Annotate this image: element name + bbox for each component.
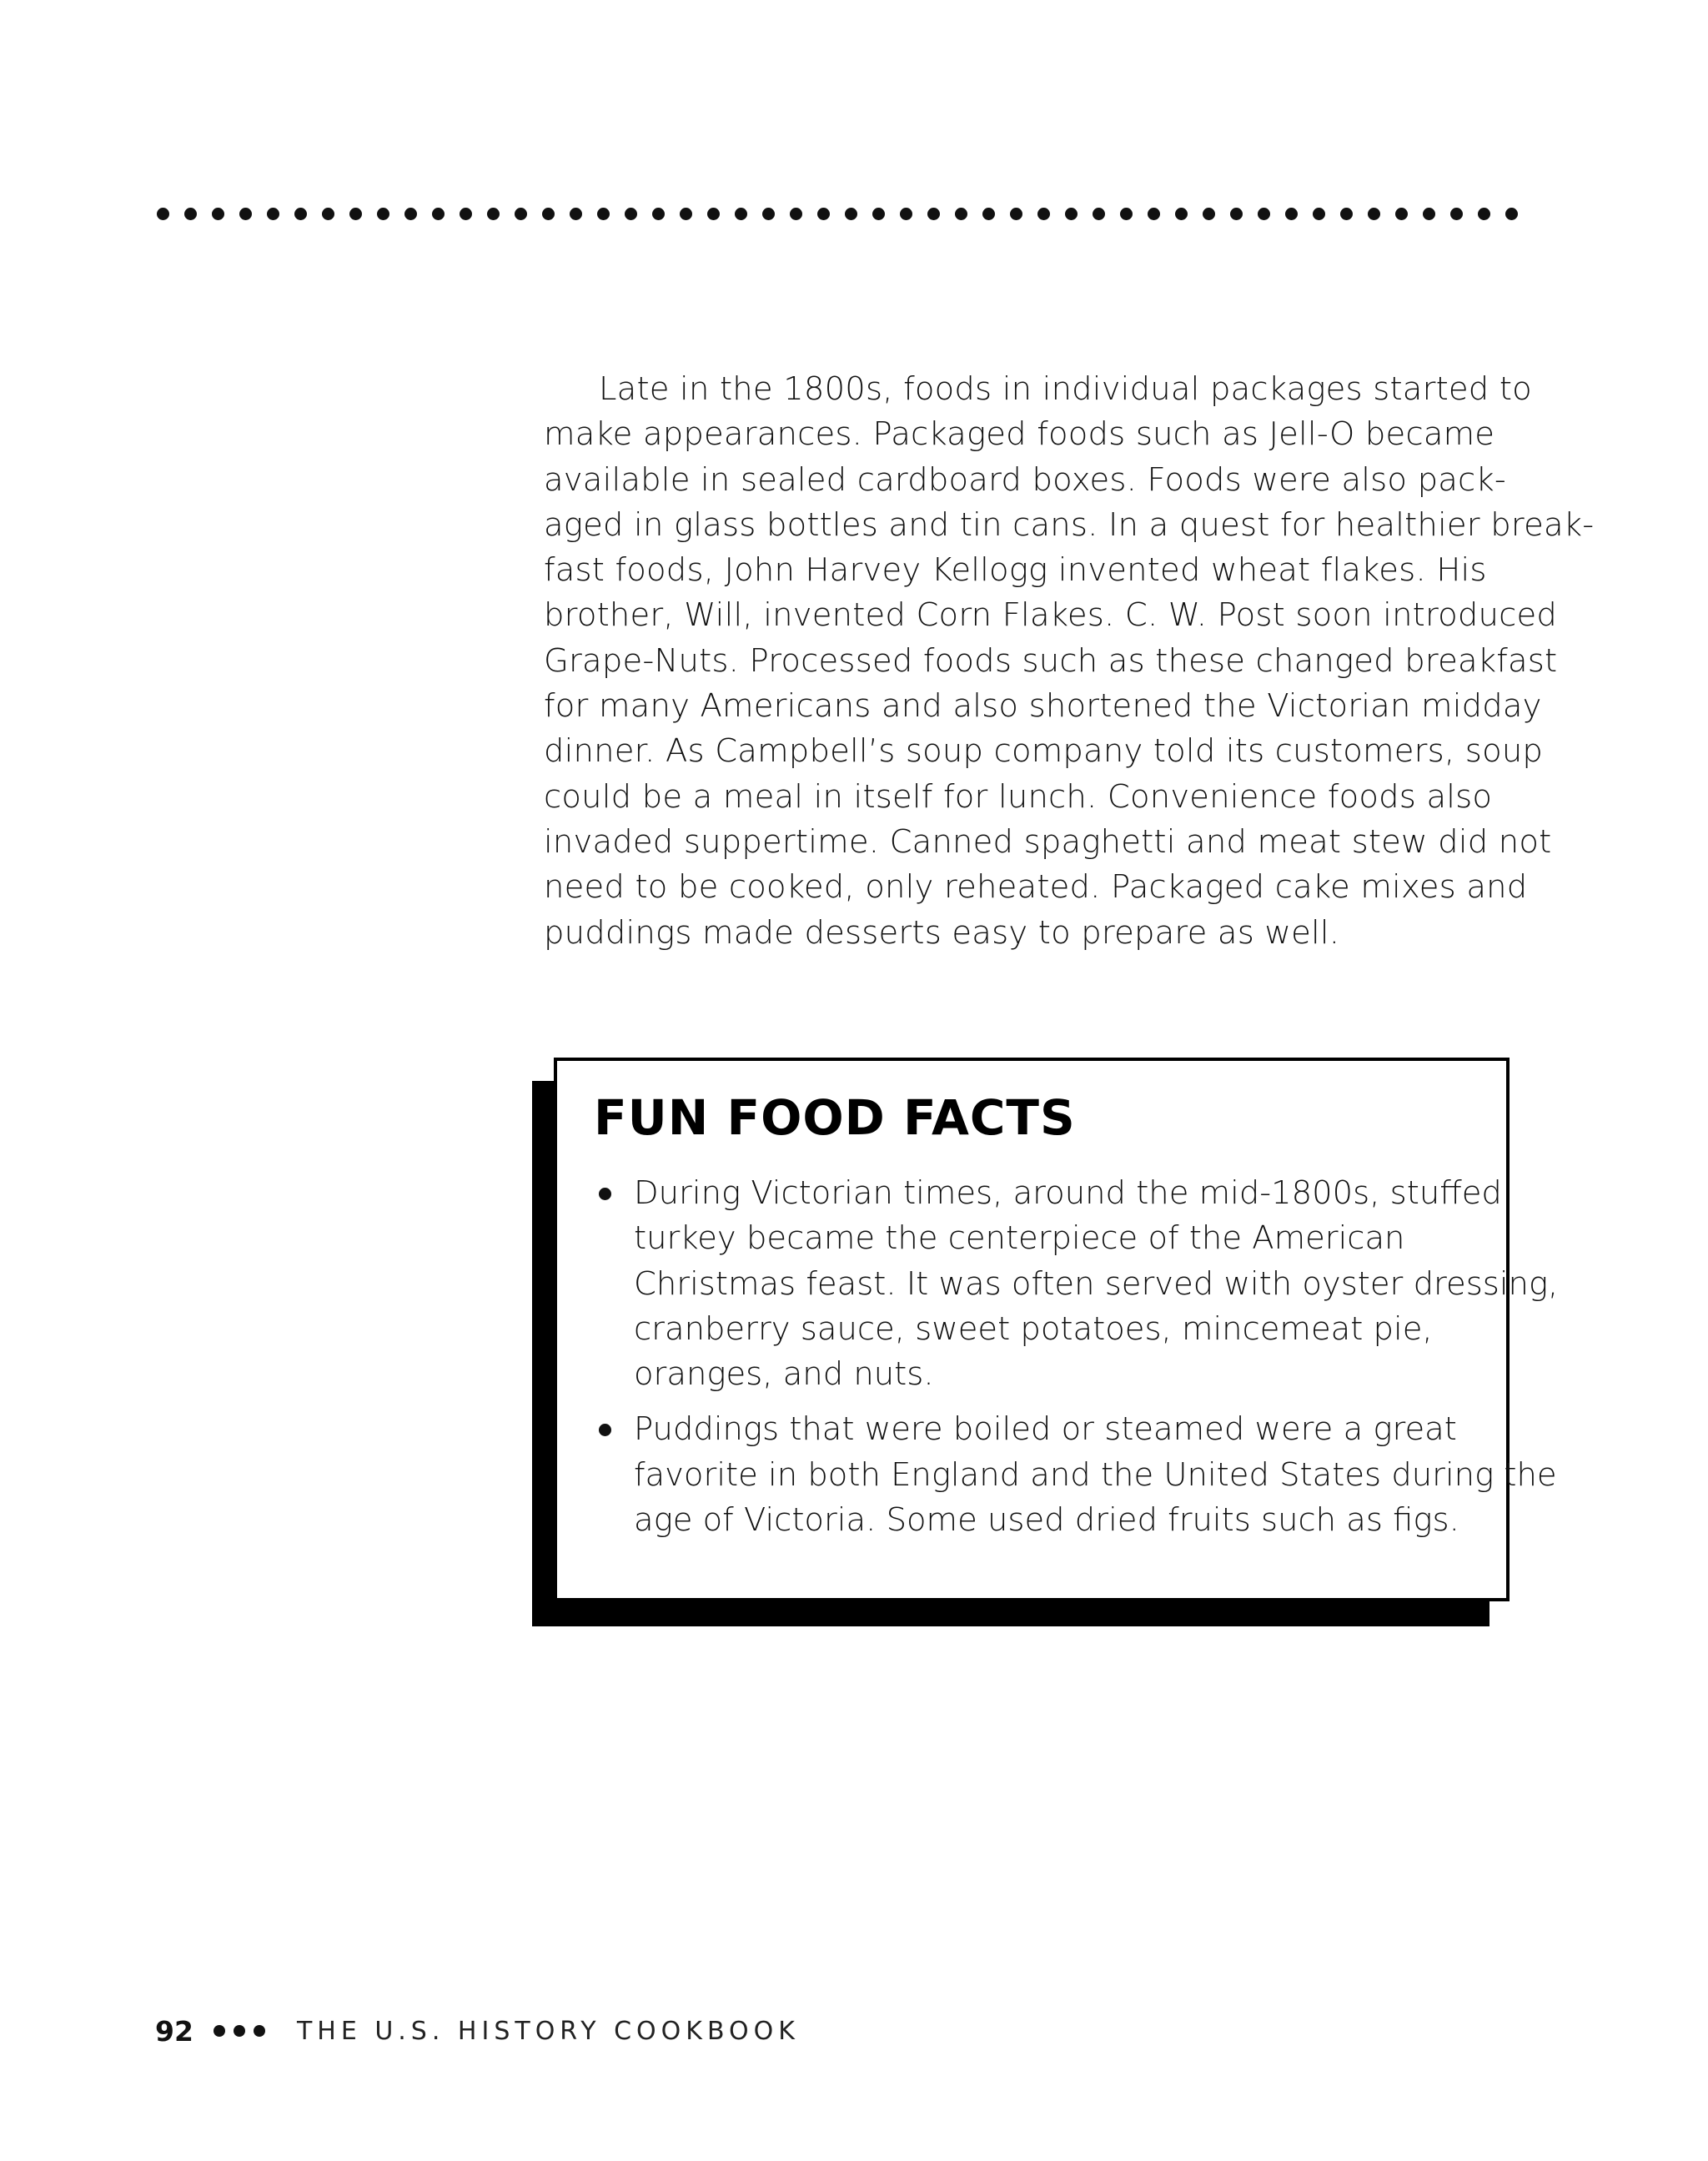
rule-dot <box>817 208 830 220</box>
rule-dot <box>212 208 224 220</box>
rule-dot <box>515 208 527 220</box>
rule-dot <box>542 208 555 220</box>
fact-line: cranberry sauce, sweet potatoes, mincemeat pie, <box>634 1309 1433 1348</box>
rule-dot <box>377 208 389 220</box>
fact-line: During Victorian times, around the mid-1800s, stuffed <box>634 1174 1502 1212</box>
paragraph-line: available in sealed cardboard boxes. Foods were also pack- <box>544 460 1506 499</box>
rule-dot <box>900 208 912 220</box>
rule-dot <box>349 208 362 220</box>
body-paragraph <box>544 367 1595 956</box>
fact-line: turkey became the centerpiece of the American <box>634 1219 1405 1258</box>
rule-dot <box>1037 208 1050 220</box>
rule-dot <box>1395 208 1408 220</box>
paragraph-line: Grape-Nuts. Processed foods such as these changed breakfast <box>544 641 1558 680</box>
paragraph-line: aged in glass bottles and tin cans. In a quest for healthier break- <box>544 505 1595 544</box>
rule-dot <box>1230 208 1243 220</box>
fact-list <box>557 1171 1558 1553</box>
rule-dot <box>790 208 802 220</box>
footer-dot <box>234 2025 245 2037</box>
rule-dot <box>184 208 197 220</box>
paragraph-line: Late in the 1800s, foods in individual packages started to <box>599 370 1532 408</box>
footer-dot <box>214 2025 225 2037</box>
fun-food-facts-box <box>554 1058 1559 1601</box>
rule-dot <box>432 208 445 220</box>
rule-dot <box>1148 208 1160 220</box>
fact-line: favorite in both England and the United States during the <box>634 1455 1557 1494</box>
rule-dot <box>1423 208 1435 220</box>
rule-dot <box>1203 208 1215 220</box>
rule-dot <box>460 208 472 220</box>
paragraph-line: dinner. As Campbell’s soup company told its customers, soup <box>544 732 1544 771</box>
rule-dot <box>707 208 720 220</box>
rule-dot <box>1450 208 1463 220</box>
rule-dot <box>1478 208 1490 220</box>
fact-line: oranges, and nuts. <box>634 1355 934 1394</box>
page-number: 92 <box>155 2014 193 2048</box>
paragraph-line: invaded suppertime. Canned spaghetti and meat stew did not <box>544 822 1552 861</box>
rule-dot <box>157 208 169 220</box>
rule-dot <box>1258 208 1270 220</box>
rule-dot <box>652 208 665 220</box>
rule-dot <box>1010 208 1022 220</box>
rule-dot <box>1065 208 1078 220</box>
rule-dot <box>1340 208 1353 220</box>
paragraph-line: fast foods, John Harvey Kellogg invented wheat flakes. His <box>544 551 1487 590</box>
rule-dot <box>982 208 995 220</box>
rule-dot <box>1093 208 1105 220</box>
bullet-icon <box>599 1188 611 1200</box>
rule-dot <box>845 208 857 220</box>
rule-dot <box>927 208 940 220</box>
dotted-rule <box>157 206 1518 221</box>
rule-dot <box>1505 208 1518 220</box>
rule-dot <box>267 208 279 220</box>
fact-line: age of Victoria. Some used dried fruits such as figs. <box>634 1501 1459 1540</box>
paragraph-line: puddings made desserts easy to prepare as well. <box>544 913 1340 952</box>
rule-dot <box>1120 208 1133 220</box>
fact-line: Puddings that were boiled or steamed were a great <box>634 1410 1457 1449</box>
rule-dot <box>294 208 307 220</box>
rule-dot <box>1368 208 1380 220</box>
rule-dot <box>322 208 334 220</box>
footer-dots <box>214 2025 274 2037</box>
paragraph-line: could be a meal in itself for lunch. Convenience foods also <box>544 777 1493 816</box>
rule-dot <box>1175 208 1188 220</box>
rule-dot <box>955 208 967 220</box>
paragraph-line: for many Americans and also shortened the Victorian midday <box>544 687 1542 726</box>
paragraph-line: make appearances. Packaged foods such as Jell-O became <box>544 415 1495 454</box>
paragraph-line: need to be cooked, only reheated. Packaged cake mixes and <box>544 868 1528 907</box>
fact-line: Christmas feast. It was often served with oyster dressing, <box>634 1264 1559 1303</box>
rule-dot <box>680 208 692 220</box>
fact-item <box>557 1407 1558 1543</box>
rule-dot <box>1313 208 1325 220</box>
fact-item <box>557 1171 1558 1397</box>
rule-dot <box>597 208 610 220</box>
book-title: THE U.S. HISTORY COOKBOOK <box>296 2016 800 2046</box>
rule-dot <box>735 208 747 220</box>
footer-dot <box>254 2025 265 2037</box>
rule-dot <box>487 208 500 220</box>
rule-dot <box>872 208 885 220</box>
page-footer <box>155 2010 800 2052</box>
rule-dot <box>570 208 582 220</box>
rule-dot <box>762 208 775 220</box>
rule-dot <box>1285 208 1298 220</box>
rule-dot <box>404 208 417 220</box>
rule-dot <box>239 208 252 220</box>
fact-box-title: FUN FOOD FACTS <box>594 1089 1076 1146</box>
bullet-icon <box>599 1424 611 1436</box>
paragraph-line: brother, Will, invented Corn Flakes. C. W. Post soon introduced <box>544 596 1558 635</box>
rule-dot <box>625 208 637 220</box>
